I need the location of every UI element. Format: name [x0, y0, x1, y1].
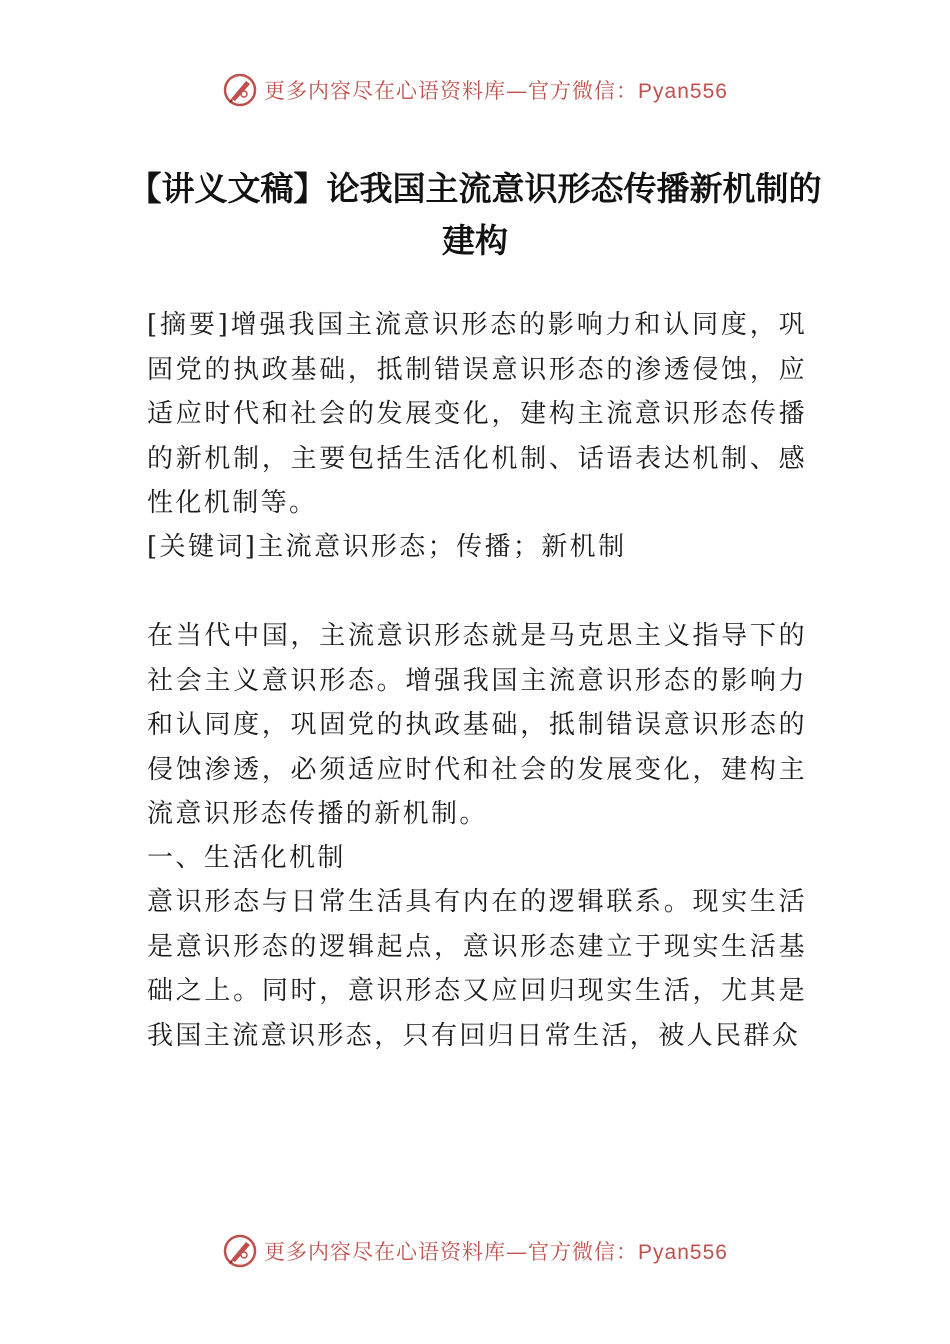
pen-logo-icon — [222, 72, 258, 108]
document-title: 【讲义文稿】论我国主流意识形态传播新机制的建构 — [128, 169, 822, 260]
footer-banner — [0, 1233, 950, 1269]
footer-banner-text — [264, 1236, 728, 1266]
intro-paragraph: 在当代中国，主流意识形态就是马克思主义指导下的社会主义意识形态。增强我国主流意识形态的影响力和认同度，巩固党的执政基础，抵制错误意识形态的侵蚀渗透，必须适应时代和社会的发展变化，建构主流意识形态传播的新机制。 — [147, 621, 807, 829]
header-banner — [0, 72, 950, 108]
footer-banner-wechat-label: 官方微信： — [528, 1240, 639, 1264]
header-banner-main: 更多内容尽在心语资料库 — [264, 79, 507, 103]
keywords-line: [关键词]主流意识形态；传播；新机制 — [147, 532, 627, 562]
section-heading: 一、生活化机制 — [147, 843, 346, 873]
header-banner-wechat-label: 官方微信： — [528, 79, 639, 103]
footer-banner-main: 更多内容尽在心语资料库 — [264, 1240, 507, 1264]
header-banner-handle: Pyan556 — [638, 80, 728, 103]
body-paragraph: 意识形态与日常生活具有内在的逻辑联系。现实生活是意识形态的逻辑起点，意识形态建立于现实生活基础之上。同时，意识形态又应回归现实生活，尤其是我国主流意识形态，只有回归日常生活，被人民群众 — [147, 887, 807, 1051]
footer-banner-handle: Pyan556 — [638, 1241, 728, 1264]
header-banner-text — [264, 75, 728, 105]
footer-banner-dash: — — [506, 1240, 529, 1264]
pen-logo-icon — [222, 1233, 258, 1269]
abstract-paragraph: [摘要]增强我国主流意识形态的影响力和认同度，巩固党的执政基础，抵制错误意识形态的渗透侵蚀，应适应时代和社会的发展变化，建构主流意识形态传播的新机制，主要包括生活化机制、话语表达机制、感性化机制等。 — [147, 310, 807, 518]
header-banner-dash: — — [506, 79, 529, 103]
